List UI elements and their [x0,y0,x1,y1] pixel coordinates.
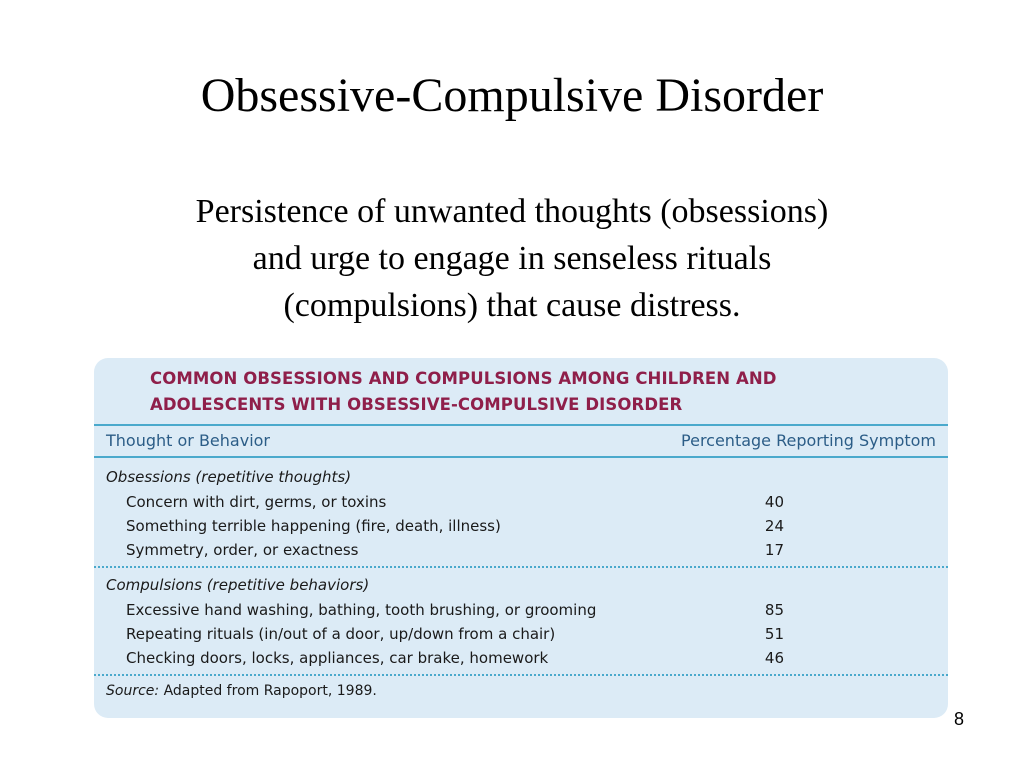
table-row [94,490,948,514]
row-label: Checking doors, locks, appliances, car brake, homework [126,649,549,667]
subtitle-line: (compulsions) that cause distress. [283,287,741,324]
table-row [94,514,948,538]
table-row [94,622,948,646]
row-label: Something terrible happening (fire, death, illness) [126,517,501,535]
table-row [94,646,948,670]
subtitle-line: and urge to engage in senseless rituals [252,240,772,277]
row-label: Concern with dirt, germs, or toxins [126,493,387,511]
page-number: 8 [953,709,964,729]
table-row [94,598,948,622]
source-divider [94,674,948,676]
row-value: 51 [764,625,784,643]
source-text: Adapted from Rapoport, 1989. [163,683,377,699]
table-source [106,681,377,701]
slide-subtitle [80,188,944,329]
row-value: 24 [764,517,784,535]
slide-title: Obsessive-Compulsive Disorder [200,69,824,122]
symptom-table [94,358,948,718]
table-caption-line: COMMON OBSESSIONS AND COMPULSIONS AMONG CHILDREN AND [150,369,777,388]
column-header-thought-or-behavior: Thought or Behavior [106,431,270,450]
header-top-rule [94,424,948,426]
source-label: Source: [106,683,160,699]
table-caption-line: ADOLESCENTS WITH OBSESSIVE-COMPULSIVE DISORDER [150,395,683,414]
row-label: Excessive hand washing, bathing, tooth brushing, or grooming [126,601,597,619]
section-divider [94,566,948,568]
section-label-compulsions: Compulsions (repetitive behaviors) [106,576,370,594]
column-header-percentage: Percentage Reporting Symptom [681,431,936,450]
subtitle-line: Persistence of unwanted thoughts (obsessions) [195,193,829,230]
row-label: Repeating rituals (in/out of a door, up/down from a chair) [126,625,556,643]
row-value: 17 [764,541,784,559]
row-label: Symmetry, order, or exactness [126,541,359,559]
row-value: 85 [764,601,784,619]
table-caption [150,366,910,418]
table-row [94,538,948,562]
header-bottom-rule [94,456,948,458]
section-label-obsessions: Obsessions (repetitive thoughts) [106,468,352,486]
row-value: 46 [764,649,784,667]
row-value: 40 [764,493,784,511]
